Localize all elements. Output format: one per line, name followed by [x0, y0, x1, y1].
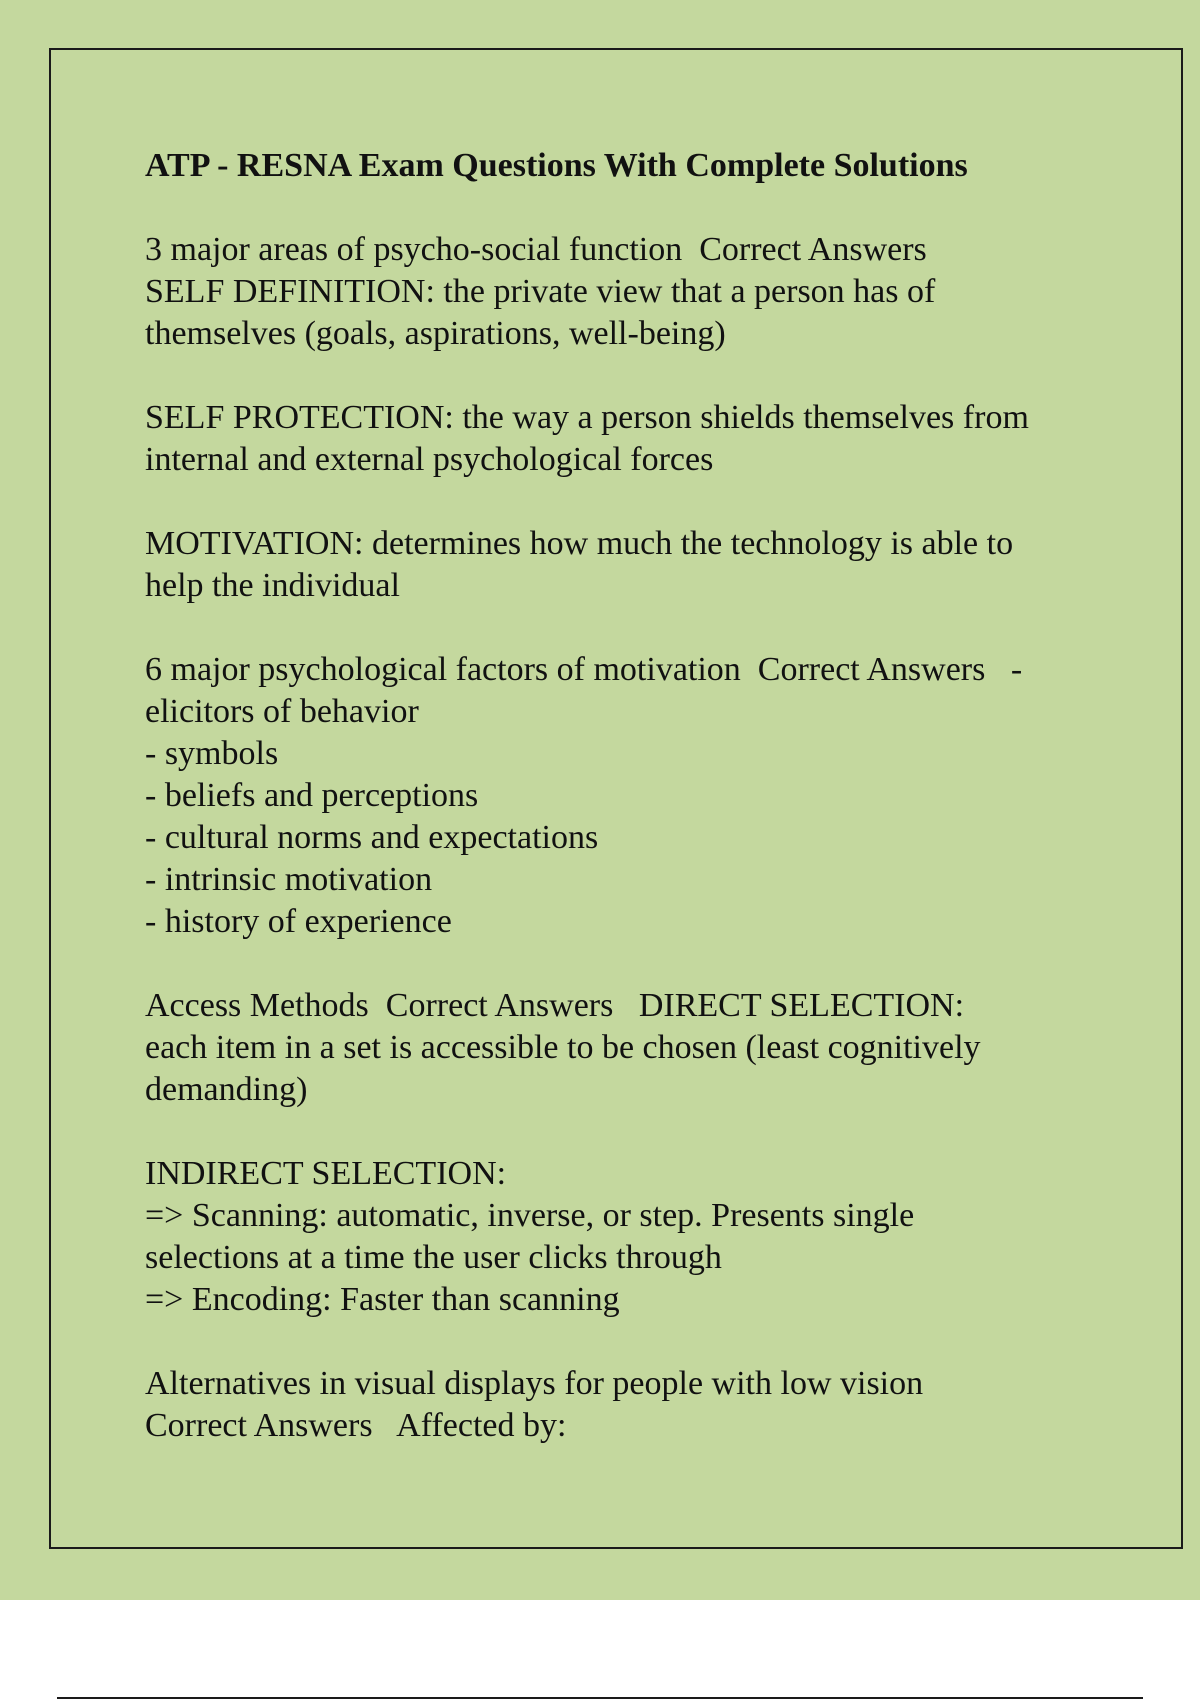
text-line: MOTIVATION: determines how much the technology is able to	[145, 525, 1014, 562]
entry-motivation	[145, 523, 1105, 607]
text-line: each item in a set is accessible to be chosen (least cognitively	[145, 1029, 981, 1066]
text-line: Access Methods Correct Answers DIRECT SELECTION:	[145, 987, 965, 1024]
entry-visual-displays	[145, 1363, 1105, 1447]
footer-divider	[57, 1697, 1143, 1699]
list-item: - history of experience	[145, 903, 452, 940]
text-line: elicitors of behavior	[145, 693, 419, 730]
text-line: => Scanning: automatic, inverse, or step. Presents single	[145, 1197, 915, 1234]
document-title: ATP - RESNA Exam Questions With Complete Solutions	[145, 147, 968, 184]
text-line: SELF PROTECTION: the way a person shields themselves from	[145, 399, 1029, 436]
text-line: selections at a time the user clicks through	[145, 1239, 722, 1276]
entry-motivation-factors	[145, 649, 1105, 943]
entry-indirect-selection	[145, 1153, 1105, 1321]
list-item: - cultural norms and expectations	[145, 819, 599, 856]
entry-self-protection	[145, 397, 1105, 481]
list-item: - intrinsic motivation	[145, 861, 433, 898]
text-line: INDIRECT SELECTION:	[145, 1155, 507, 1192]
text-line: internal and external psychological forces	[145, 441, 714, 478]
list-item: - beliefs and perceptions	[145, 777, 479, 814]
text-line: => Encoding: Faster than scanning	[145, 1281, 620, 1318]
text-line: 6 major psychological factors of motivation Correct Answers -	[145, 651, 1023, 688]
entry-psycho-social-areas	[145, 229, 1105, 355]
list-item: - symbols	[145, 735, 279, 772]
text-line: SELF DEFINITION: the private view that a person has of	[145, 273, 936, 310]
document-body	[145, 145, 1105, 1489]
text-line: 3 major areas of psycho-social function Correct Answers	[145, 231, 927, 268]
text-line: Alternatives in visual displays for people with low vision	[145, 1365, 924, 1402]
text-line: themselves (goals, aspirations, well-being)	[145, 315, 726, 352]
entry-access-methods	[145, 985, 1105, 1111]
text-line: Correct Answers Affected by:	[145, 1407, 567, 1444]
text-line: demanding)	[145, 1071, 308, 1108]
text-line: help the individual	[145, 567, 400, 604]
